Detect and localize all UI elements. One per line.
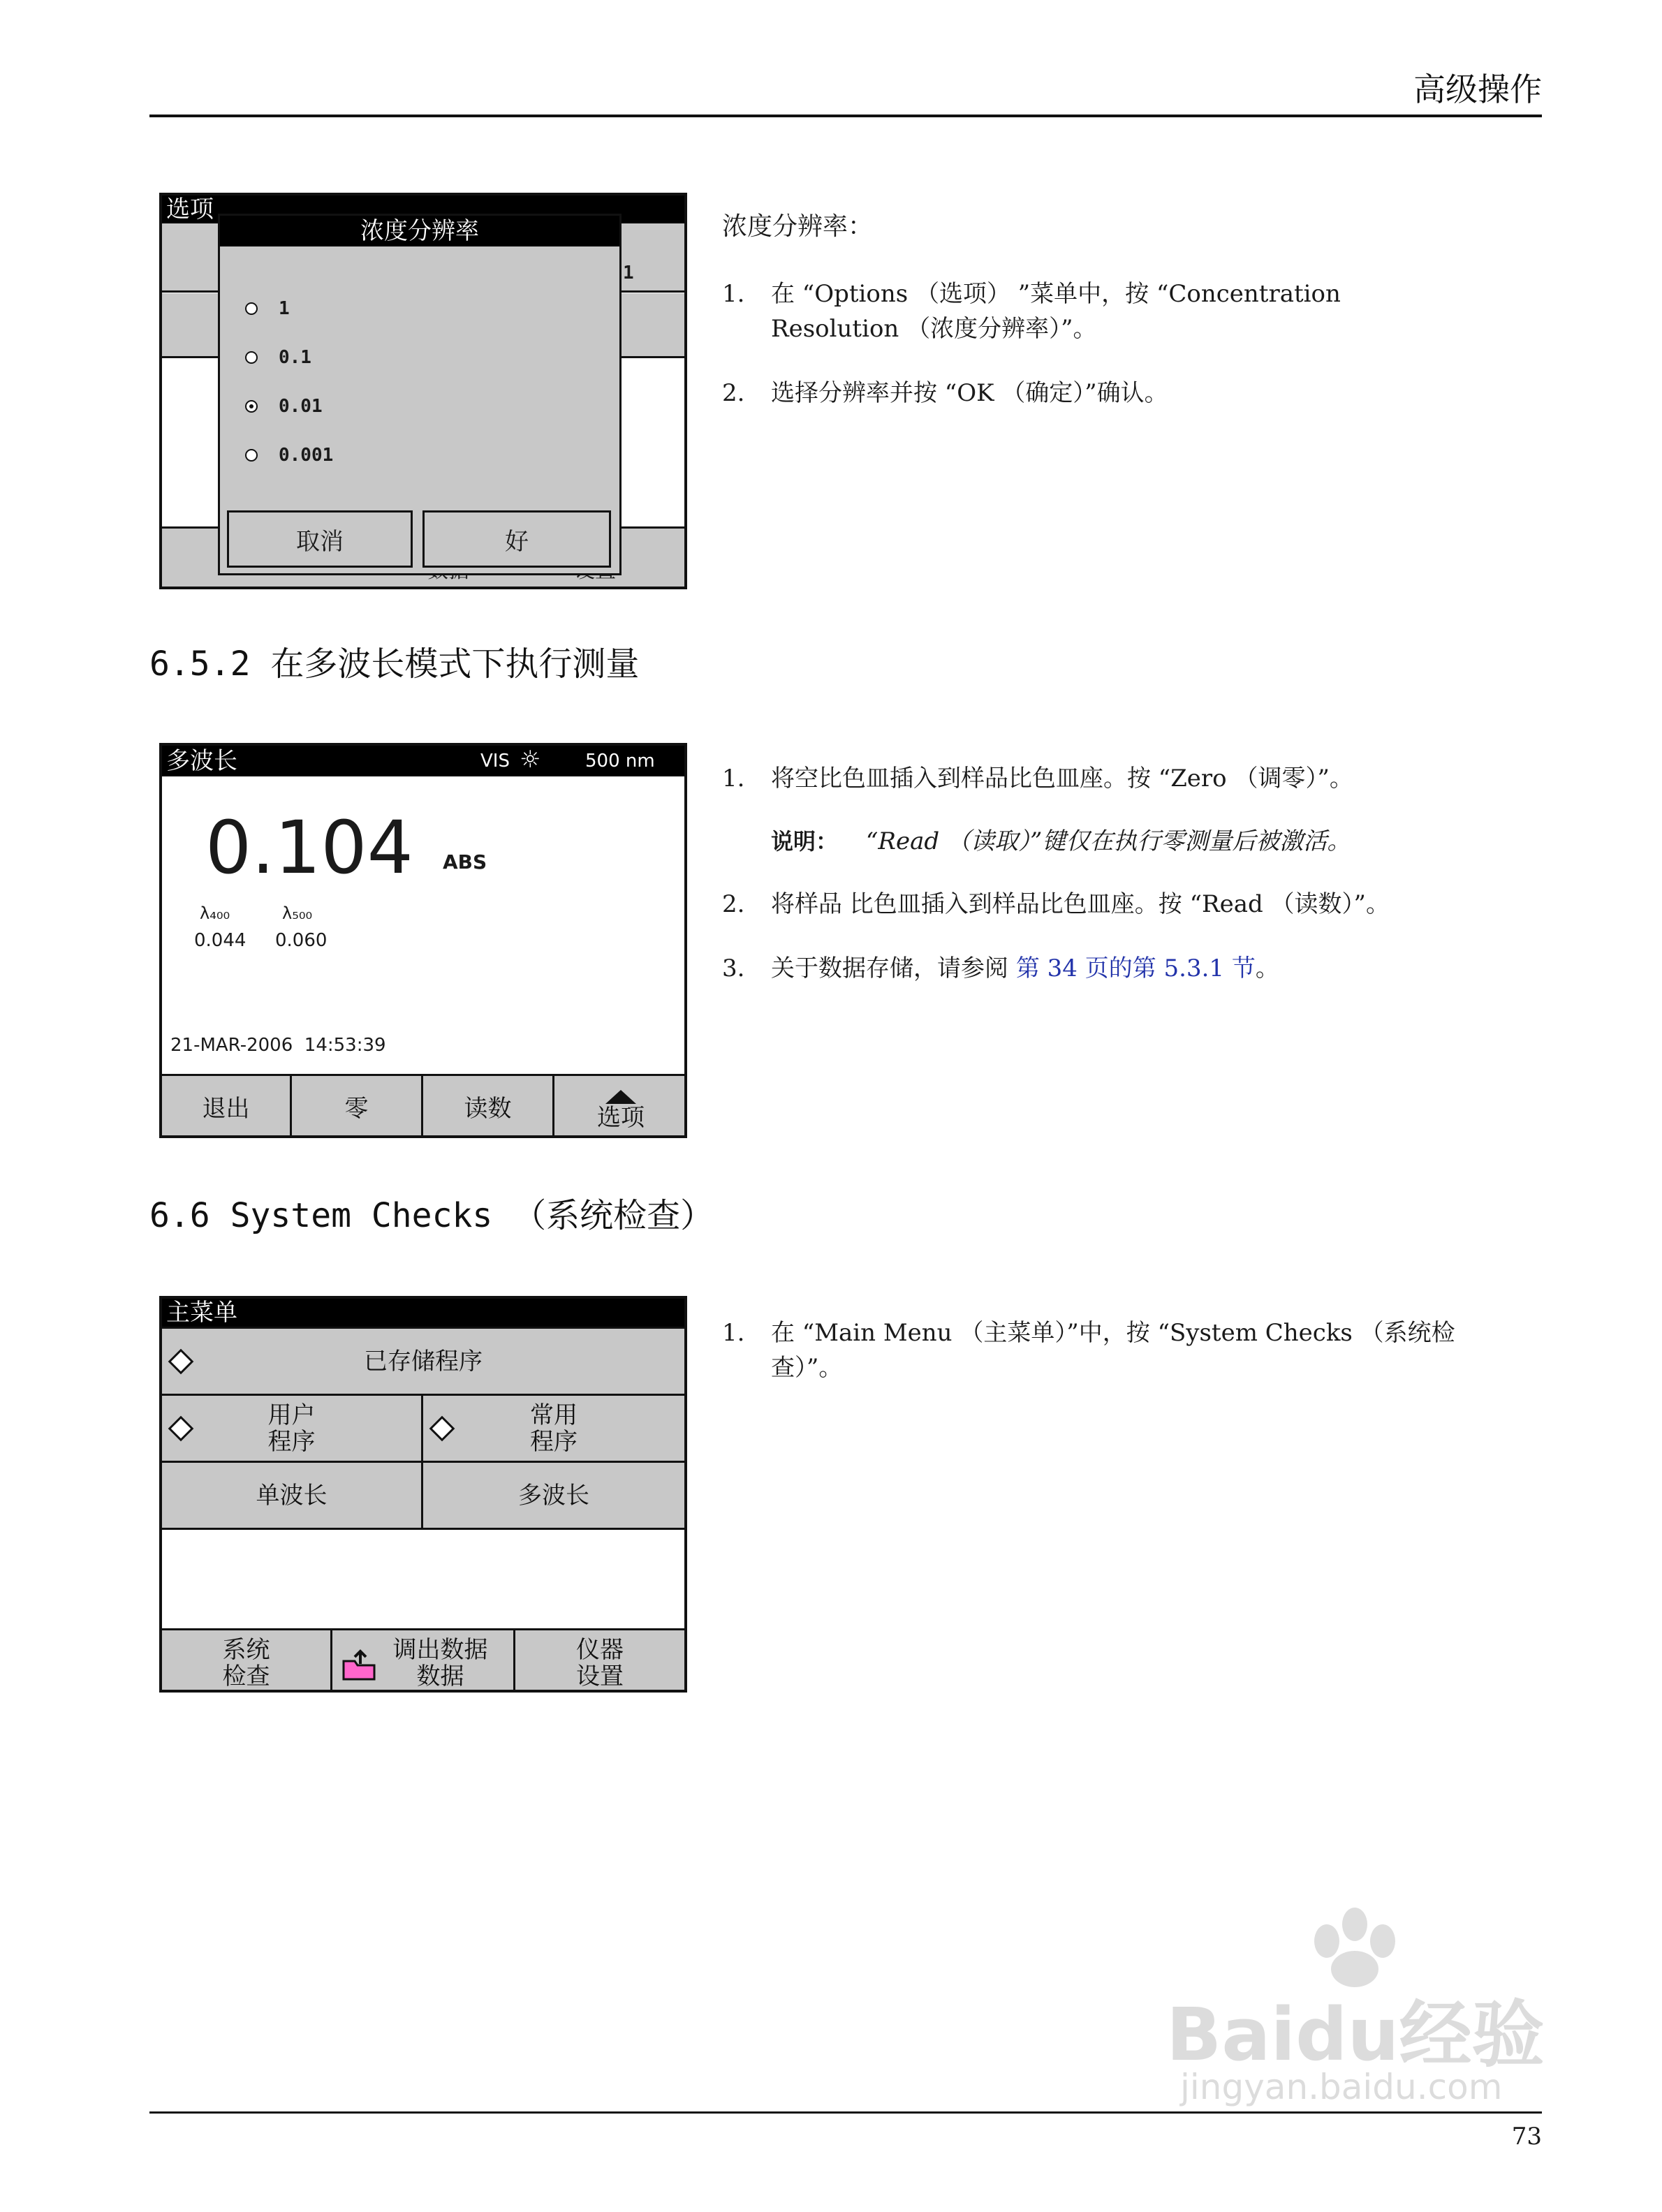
instrument-setup-button[interactable] — [515, 1628, 684, 1693]
screen-title-bar — [162, 746, 684, 776]
stored-programs-label: 已存储程序 — [364, 1347, 483, 1376]
block1-step2 — [722, 376, 1525, 411]
block2-note — [722, 824, 1525, 859]
ok-button[interactable] — [422, 510, 611, 568]
footer-rule — [149, 2111, 1542, 2114]
options-button[interactable] — [554, 1074, 687, 1138]
dialog-title-bar — [220, 216, 619, 246]
options-title: 选项 — [166, 196, 214, 223]
lamp-sun-icon: ☼ — [520, 746, 541, 774]
wavelength-readout: 500 nm — [585, 751, 655, 772]
step-number: 3. — [722, 954, 745, 982]
radio-label-0-001: 0.001 — [279, 445, 334, 466]
exit-label: 退出 — [202, 1094, 250, 1123]
step-number: 1. — [722, 280, 745, 308]
step-number: 2. — [722, 379, 745, 407]
lambda-400-value: 0.044 — [194, 930, 247, 951]
user-programs-button[interactable] — [162, 1394, 423, 1461]
favorite-programs-line2: 程序 — [530, 1427, 578, 1456]
block2-step2 — [722, 887, 1525, 922]
watermark-url: jingyan.baidu.com — [1180, 2067, 1503, 2107]
resolution-dialog — [218, 214, 622, 575]
options-label: 选项 — [597, 1103, 645, 1132]
radio-label-0-1: 0.1 — [279, 347, 311, 368]
instrument-setup-line2: 设置 — [576, 1662, 624, 1690]
radio-option-0-001[interactable] — [245, 449, 258, 462]
step3-text: 关于数据存储，请参阅 — [771, 954, 1016, 982]
radio-option-1[interactable] — [245, 302, 258, 315]
step-number: 1. — [722, 765, 745, 792]
step1-text: 将空比色皿插入到样品比色皿座。按 “Zero （调零）”。 — [771, 765, 1353, 792]
folder-export-icon — [341, 1649, 380, 1683]
watermark-brand: Baidu经验 — [1166, 1992, 1545, 2077]
read-button[interactable] — [423, 1074, 554, 1138]
radio-option-0-1[interactable] — [245, 351, 258, 364]
main-menu-title: 主菜单 — [166, 1299, 237, 1327]
multi-wavelength-title: 多波长 — [166, 747, 237, 775]
note-label: 说明： — [771, 828, 839, 855]
single-wavelength-label: 单波长 — [256, 1481, 328, 1510]
step1-line1: 在 “Main Menu （主菜单）”中，按 “System Checks （系统检 — [771, 1319, 1455, 1347]
multi-wavelength-label: 多波长 — [518, 1481, 589, 1510]
recall-data-line1: 调出数据 — [392, 1635, 488, 1664]
step-number: 1. — [722, 1319, 745, 1347]
ok-label: 好 — [505, 527, 529, 556]
radio-label-1: 1 — [279, 298, 290, 319]
header-rule — [149, 115, 1542, 117]
block1-text — [722, 209, 1525, 411]
block1-step1 — [722, 276, 1525, 346]
vis-label: VIS — [480, 751, 510, 772]
system-checks-line2: 检查 — [222, 1662, 270, 1690]
lambda-500-value: 0.060 — [275, 930, 328, 951]
absorbance-reading: 0.104 — [205, 805, 413, 890]
step1-line1: 在 “Options （选项） ”菜单中，按 “Concentration — [771, 280, 1341, 308]
step-number: 2. — [722, 890, 745, 918]
user-programs-line2: 程序 — [267, 1427, 316, 1456]
cancel-label: 取消 — [296, 527, 344, 556]
step1-line2: Resolution （浓度分辨率）”。 — [771, 315, 1097, 343]
zero-label: 零 — [344, 1094, 369, 1123]
favorite-programs-line1: 常用 — [530, 1401, 578, 1429]
multi-wavelength-screen — [159, 743, 687, 1138]
user-programs-line1: 用户 — [267, 1401, 316, 1429]
read-label: 读数 — [464, 1094, 512, 1123]
block2-text — [722, 761, 1525, 986]
zero-button[interactable] — [292, 1074, 423, 1138]
cancel-button[interactable] — [227, 510, 413, 568]
block2-step3 — [722, 951, 1525, 986]
screen-title-bar — [162, 1299, 684, 1327]
concentration-resolution-screen — [159, 193, 687, 589]
step1-line2: 查）”。 — [771, 1354, 843, 1382]
note-text: “Read （读取）”键仅在执行零测量后被激活。 — [866, 827, 1351, 855]
section-6-6-heading: 6.6 System Checks （系统检查） — [149, 1196, 714, 1235]
lambda-500-label: λ₅₀₀ — [282, 904, 313, 923]
exit-button[interactable] — [162, 1074, 292, 1138]
step2-text: 将样品 比色皿插入到样品比色皿座。按 “Read （读数）”。 — [771, 890, 1390, 918]
recall-data-button[interactable] — [332, 1628, 515, 1693]
date-time: 21-MAR-2006 14:53:39 — [170, 1035, 386, 1056]
running-header-title: 高级操作 — [1413, 71, 1542, 108]
step2-text: 选择分辨率并按 “OK （确定）”确认。 — [771, 379, 1168, 407]
system-checks-button[interactable] — [162, 1628, 332, 1693]
system-checks-line1: 系统 — [222, 1635, 270, 1664]
diamond-icon — [429, 1416, 455, 1442]
menu-empty-area — [162, 1528, 684, 1630]
favorite-programs-button[interactable] — [423, 1394, 684, 1461]
triangle-up-icon — [605, 1090, 636, 1104]
bg-right-value: 1 — [623, 263, 634, 283]
block2-step1 — [722, 761, 1525, 796]
diamond-icon — [168, 1416, 194, 1442]
section-cross-reference-link[interactable]: 第 34 页的第 5.3.1 节 — [1015, 954, 1256, 982]
single-wavelength-button[interactable] — [162, 1461, 423, 1528]
stored-programs-button[interactable] — [162, 1327, 684, 1394]
page-number: 73 — [1511, 2123, 1542, 2151]
abs-unit: ABS — [443, 850, 487, 873]
step3-end: 。 — [1255, 954, 1279, 982]
main-menu-screen — [159, 1296, 687, 1693]
concentration-heading: 浓度分辨率： — [722, 212, 874, 241]
multi-wavelength-button[interactable] — [423, 1461, 684, 1528]
instrument-setup-line1: 仪器 — [576, 1635, 624, 1664]
lambda-400-label: λ₄₀₀ — [200, 904, 230, 923]
section-6-5-2-heading: 6.5.2 在多波长模式下执行测量 — [149, 644, 640, 684]
radio-label-0-01: 0.01 — [279, 396, 323, 417]
dialog-title: 浓度分辨率 — [360, 217, 479, 245]
recall-data-line2: 数据 — [416, 1662, 464, 1690]
diamond-icon — [168, 1349, 194, 1375]
block3-text — [722, 1315, 1525, 1385]
radio-option-0-01[interactable] — [245, 400, 258, 413]
block3-step1 — [722, 1315, 1525, 1385]
